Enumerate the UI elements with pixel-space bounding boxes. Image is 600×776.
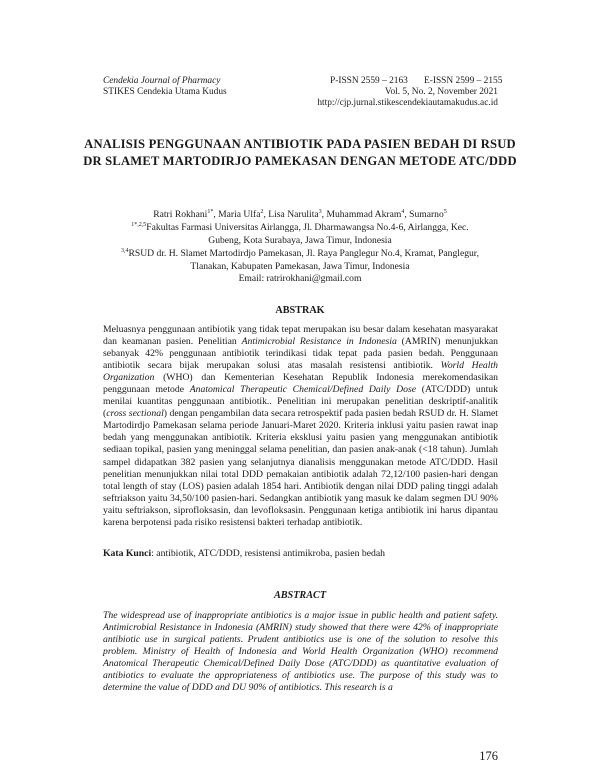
affiliation-line: Gubeng, Kota Surabaya, Jawa Timur, Indonesia	[208, 234, 392, 246]
author-sup: 1*	[207, 208, 214, 215]
affiliation-2	[80, 248, 520, 274]
abstrak-text: (WHO) dan Kementerian Kesehatan Republik Indonesia merekomendasikan penggunaan metode	[103, 372, 498, 396]
keywords	[103, 548, 498, 560]
abstrak-heading: ABSTRAK	[275, 305, 325, 316]
journal-url[interactable]: http://cjp.jurnal.stikescendekiautamakudus.ac.id	[317, 98, 498, 108]
affiliation-1	[80, 222, 520, 248]
author-sup: 3	[318, 208, 322, 215]
author-name: Sumarno	[409, 209, 444, 220]
abstrak-italic: Antimicrobial Resistance in Indonesia	[241, 336, 397, 348]
affiliation-line: RSUD dr. H. Slamet Martodirdjo Pamekasan, Jl. Raya Panglegur No.4, Kramat, Panglegur,	[128, 248, 480, 259]
abstrak-text: Meluasnya penggunaan antibiotik yang tidak tepat merupakan isu besar dalam kesehatan masyarakat dan keamanan pasien. Penelitian	[103, 324, 498, 348]
abstrak-italic: cross sectional	[106, 408, 164, 420]
paper-title: ANALISIS PENGGUNAAN ANTIBIOTIK PADA PASIEN BEDAH DI RSUD DR SLAMET MARTODIRJO PAMEKASAN DENGAN METODE ATC/DDD	[83, 137, 517, 168]
volume-info: Vol. 5, No. 2, November 2021	[384, 87, 498, 97]
author-name: Lisa Narulita	[268, 209, 319, 220]
author-sup: 4	[401, 208, 405, 215]
author-sup: 5	[443, 208, 447, 215]
abstrak-text: (AMRIN) menunjukkan sebanyak 42% penggunaan antibiotik terindikasi tidak tepat pada pasien bedah. Penggunaan antibiotik secara bijak merupakan solusi atas masalah resistensi antibiotik.	[103, 336, 499, 372]
keywords-label: Kata Kunci	[103, 548, 152, 559]
page-number: 176	[479, 749, 498, 763]
affiliation-line: Tlanakan, Kabupaten Pamekasan, Jawa Timur, Indonesia	[190, 260, 410, 272]
e-issn: E-ISSN 2599 – 2155	[424, 76, 503, 86]
affiliation-sup: 3,4	[120, 247, 129, 254]
abstract-heading: ABSTRACT	[273, 590, 327, 601]
abstrak-body	[103, 324, 498, 529]
author-email[interactable]: Email: ratrirokhani@gmail.com	[238, 273, 362, 284]
author-name: Muhammad Akram	[326, 209, 402, 220]
author-list: Ratri Rokhani$^{1*}$, Maria Ulfa$^2$, Lisa Narulita$^3$, Muhammad Akram$^4$, Sumarno$^5$	[153, 208, 447, 220]
keywords-text: : antibiotik, ATC/DDD, resistensi antimikroba, pasien bedah	[151, 548, 385, 559]
affiliation-sup: 1*,2,5	[131, 221, 147, 228]
abstrak-italic: Anatomical Therapeutic Chemical/Defined Daily Dose	[189, 384, 417, 396]
author-name: Maria Ulfa	[218, 209, 261, 220]
p-issn: P-ISSN 2559 – 2163	[330, 76, 408, 86]
author-sup: 2	[260, 208, 264, 215]
abstrak-italic: World Health Organization	[103, 360, 498, 384]
journal-name: Cendekia Journal of Pharmacy	[103, 76, 221, 86]
abstract-body: The widespread use of inappropriate antibiotics is a major issue in public health and patient safety. Antimicrobial Resistance in Indonesia (AMRIN) study showed that there were 42% of inappropriate antibiotic use in surgical patients. Prudent antibiotics use is one of the solution to resolve this problem. Ministry of Health of Indonesia and World Health Organization (WHO) recommend Anatomical Therapeutic Chemical/Defined Daily Dose (ATC/DDD) as quantitative evaluation of antibiotics to evaluate the appropriateness of antibiotics use. The purpose of this study was to determine the value of DDD and DU 90% of antibiotics. This research is a	[103, 610, 498, 694]
abstrak-text: (ATC/DDD) untuk menilai kuantitas penggunaan antibiotik.. Penelitian ini merupakan penelitian deskriptif-analitik (	[103, 384, 498, 420]
author-name: Ratri Rokhani	[153, 209, 208, 220]
institution-name: STIKES Cendekia Utama Kudus	[103, 87, 227, 97]
abstrak-text: ) dengan pengambilan data secara retrospektif pada pasien bedah RSUD dr. H. Slamet Martodirdjo Pamekasan selama periode Januari-Maret 2020. Kriteria inklusi yaitu pasien rawat inap bedah yang menggunakan antibiotik. Kriteria eksklusi yaitu pasien yang menggunakan antibiotik sediaan topikal, pasien yang meninggal selama penelitian, dan pasien anak-anak (<18 tahun). Jumlah sampel didapatkan 382 pasien yang selanjutnya dianalisis menggunakan metode ATC/DDD. Hasil penelitian menunjukkan nilai total DDD pemakaian antibiotik adalah 72,12/100 pasien-hari dengan total length of stay (LOS) pasien adalah 1854 hari. Antibiotik dengan nilai DDD paling tinggi adalah seftriakson yaitu 34,50/100 pasien-hari. Sedangkan antibiotik yang masuk ke dalam segmen DU 90% yaitu seftriakson, siprofloksasin, dan levofloksasin. Penggunaan ketiga antibiotik ini harus dipantau karena berpotensi pada risiko resistensi bakteri terhadap antibiotik.	[103, 408, 498, 528]
affiliation-line: Fakultas Farmasi Universitas Airlangga, Jl. Dharmawangsa No.4-6, Airlangga, Kec.	[146, 222, 469, 233]
